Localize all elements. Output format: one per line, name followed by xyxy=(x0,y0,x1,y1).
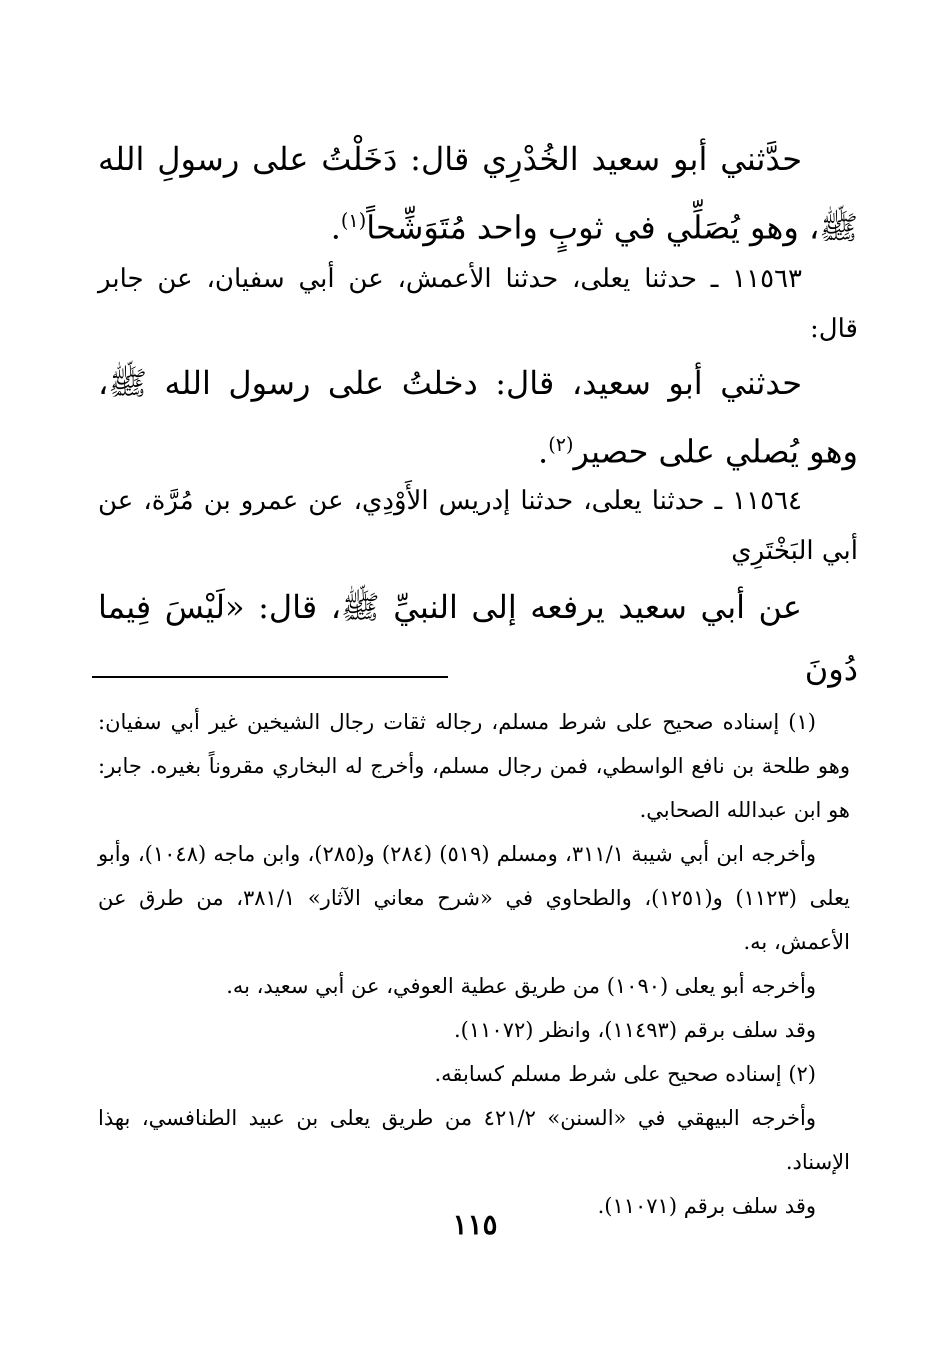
paragraph-text: حدثني أبو سعيد، قال: دخلتُ على رسول الله ﷺ، وهو يُصلي على حصير xyxy=(98,364,858,471)
paragraph-isnad: ١١٥٦٤ ـ حدثنا يعلى، حدثنا إدريس الأَوْدِي، عن عمرو بن مُرَّة، عن أبي البَخْتَرِي xyxy=(98,486,858,566)
main-text xyxy=(98,352,858,483)
main-text xyxy=(98,576,858,700)
paragraph-hadith-text: عن أبي سعيد يرفعه إلى النبيِّ ﷺ، قال: «لَيْسَ فِيما دُونَ xyxy=(98,588,858,688)
footnote-marker: (٢) xyxy=(548,433,574,456)
footnote: (٢) إسناده صحيح على شرط مسلم كسابقه. xyxy=(434,1062,816,1086)
paragraph-hadith-text xyxy=(98,128,858,259)
footnotes xyxy=(98,700,850,1228)
footnote: وأخرجه ابن أبي شيبة ٣١١/١، ومسلم (٥١٩) (٢٨٤) و(٢٨٥)، وابن ماجه (١٠٤٨)، وأبو يعلى (١١٢٣) و(١٢٥١)، والطحاوي في «شرح معاني الآثار» ٣٨١/١، من طرق عن الأعمش، به. xyxy=(98,842,850,954)
paragraph-end: . xyxy=(538,432,549,471)
footnote: وقد سلف برقم (١١٠٧١). xyxy=(597,1194,816,1218)
main-text xyxy=(98,476,858,576)
footnote: وأخرجه البيهقي في «السنن» ٤٢١/٢ من طريق يعلى بن عبيد الطنافسي، بهذا الإسناد. xyxy=(98,1106,850,1174)
footnote: وقد سلف برقم (١١٤٩٣)، وانظر (١١٠٧٢). xyxy=(454,1018,816,1042)
paragraph-hadith-text xyxy=(98,352,858,483)
footnote-separator xyxy=(92,676,448,678)
paragraph-isnad: ١١٥٦٣ ـ حدثنا يعلى، حدثنا الأعمش، عن أبي سفيان، عن جابر قال: xyxy=(98,264,858,344)
main-text xyxy=(98,254,858,354)
footnote: (١) إسناده صحيح على شرط مسلم، رجاله ثقات رجال الشيخين غير أبي سفيان: وهو طلحة بن نافع الواسطي، فمن رجال مسلم، وأخرج له البخاري مقروناً بغيره. جابر: هو ابن عبدالله الصحابي. xyxy=(98,710,850,822)
footnote: وأخرجه أبو يعلى (١٠٩٠) من طريق عطية العوفي، عن أبي سعيد، به. xyxy=(226,974,816,998)
main-text xyxy=(98,128,858,259)
paragraph-end: . xyxy=(330,208,341,247)
footnote-marker: (١) xyxy=(340,209,367,232)
paragraph-text: حدَّثني أبو سعيد الخُدْرِي قال: دَخَلْتُ على رسولِ الله ﷺ، وهو يُصَلِّي في ثوبٍ واحد مُتَوَشِّحاً xyxy=(98,140,858,247)
page-number: ١١٥ xyxy=(452,1208,498,1241)
